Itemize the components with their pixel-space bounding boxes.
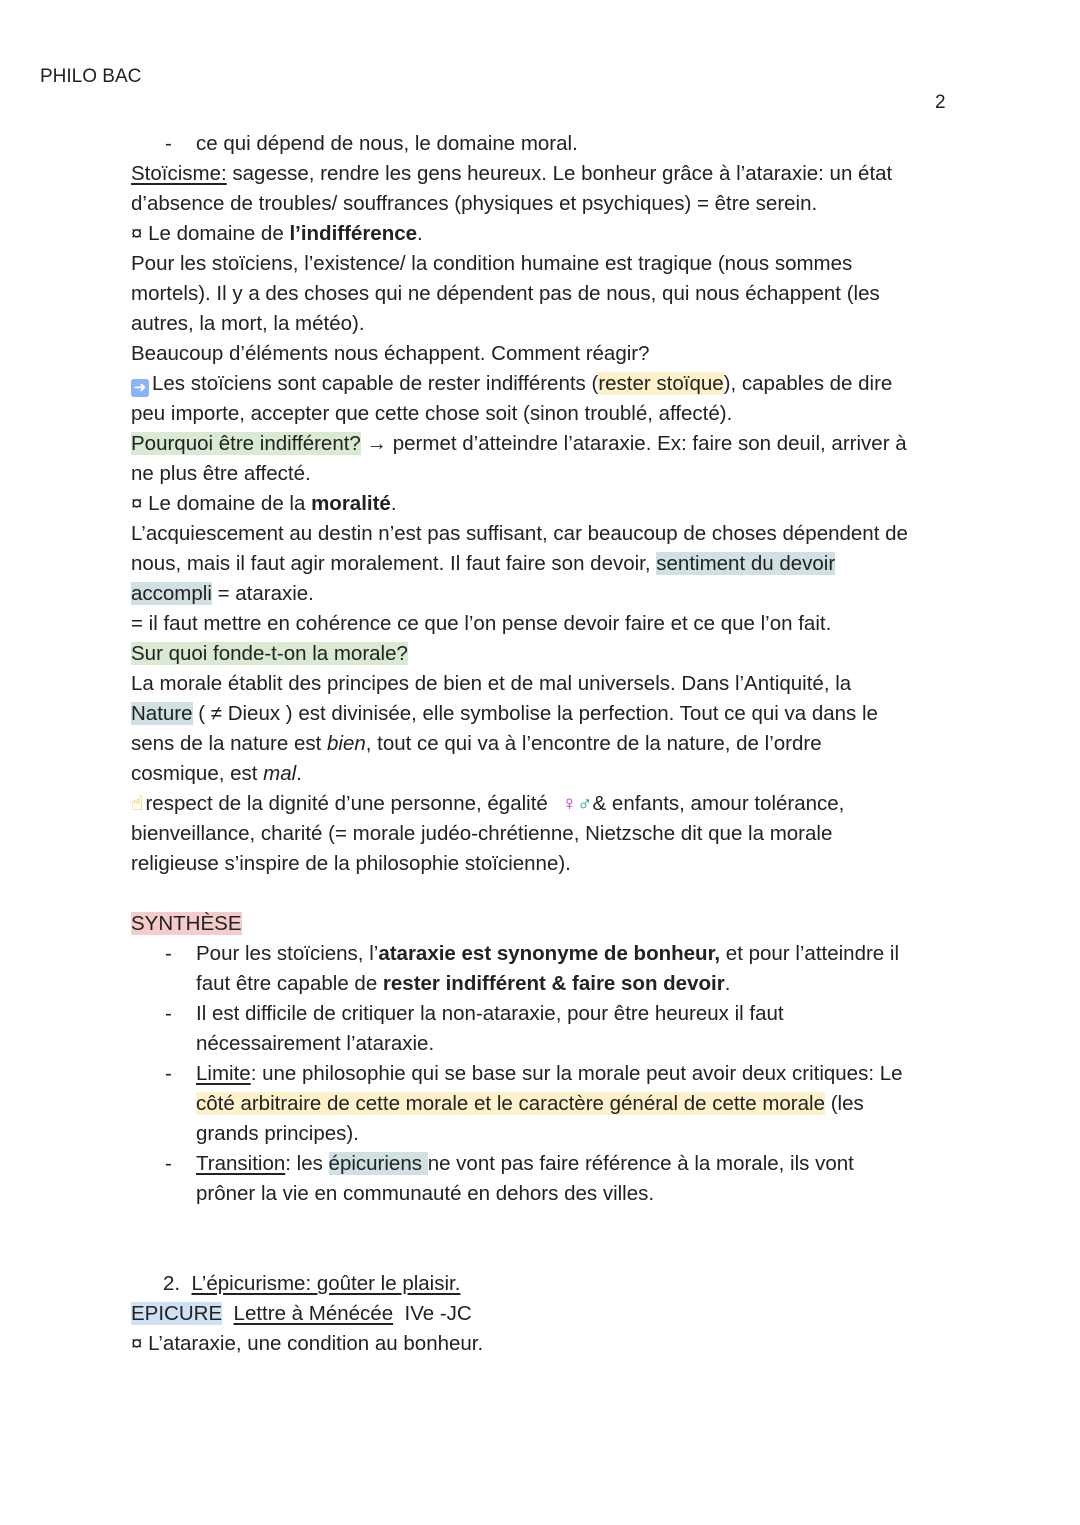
text-line: mortels). Il y a des choses qui ne dépendent pas de nous, qui nous échappent (les — [131, 282, 880, 305]
text-line: Nature ( ≠ Dieux ) est divinisée, elle symbolise la perfection. Tout ce qui va dans le — [131, 702, 878, 725]
text-line: accompli = ataraxie. — [131, 582, 314, 605]
author-line: EPICURE Lettre à Ménécée IVe -JC — [131, 1302, 472, 1325]
synthese-bullet: - Transition: les épicuriens ne vont pas faire référence à la morale, ils vont — [165, 1152, 854, 1175]
text-line: sens de la nature est bien, tout ce qui va à l’encontre de la nature, de l’ordre — [131, 732, 822, 755]
stoicisme-definition: Stoïcisme: sagesse, rendre les gens heureux. Le bonheur grâce à l’ataraxie: un état — [131, 162, 893, 185]
document-body — [131, 129, 961, 1359]
subheading-ataraxie: ¤ L’ataraxie, une condition au bonheur. — [131, 1332, 484, 1355]
bullet-line: - ce qui dépend de nous, le domaine moral. — [131, 129, 961, 159]
page-number: 2 — [935, 92, 946, 113]
text-line: La morale établit des principes de bien et de mal universels. Dans l’Antiquité, la — [131, 672, 852, 695]
synthese-bullet: - Il est difficile de critiquer la non-ataraxie, pour être heureux il faut — [165, 1002, 784, 1025]
text-line: L’acquiescement au destin n’est pas suffisant, car beaucoup de choses dépendent de — [131, 522, 908, 545]
text-line: cosmique, est mal. — [131, 762, 302, 785]
question-line: Sur quoi fonde-t-on la morale? — [131, 642, 408, 665]
text-line: ne plus être affecté. — [131, 462, 311, 485]
mars-icon: ♂ — [577, 792, 593, 815]
text-line: autres, la mort, la météo). — [131, 312, 365, 335]
synthese-bullet-cont: côté arbitraire de cette morale et le caractère général de cette morale (les — [196, 1092, 864, 1115]
text-line: Beaucoup d’éléments nous échappent. Comment réagir? — [131, 342, 650, 365]
synthese-bullet-cont: grands principes). — [196, 1122, 359, 1145]
text-line: religieuse s’inspire de la philosophie stoïcienne). — [131, 852, 571, 875]
synthese-title: SYNTHÈSE — [131, 912, 242, 935]
synthese-bullet-cont: nécessairement l’ataraxie. — [196, 1032, 435, 1055]
subheading-indifference: ¤ Le domaine de l’indifférence. — [131, 222, 423, 245]
text-line: bienveillance, charité (= morale judéo-chrétienne, Nietzsche dit que la morale — [131, 822, 833, 845]
arrow-right-icon: ➜ — [131, 379, 149, 397]
synthese-bullet-cont: prôner la vie en communauté en dehors des villes. — [196, 1182, 655, 1205]
synthese-bullet-cont: faut être capable de rester indifférent & faire son devoir. — [196, 972, 731, 995]
synthese-bullet: - Limite: une philosophie qui se base sur la morale peut avoir deux critiques: Le — [165, 1062, 903, 1085]
text-line: = il faut mettre en cohérence ce que l’on pense devoir faire et ce que l’on fait. — [131, 612, 832, 635]
dash: - — [165, 132, 172, 155]
question-line: Pourquoi être indifférent? → permet d’atteindre l’ataraxie. Ex: faire son deuil, arriver à — [131, 432, 907, 455]
subheading-moralite: ¤ Le domaine de la moralité. — [131, 492, 397, 515]
document-header: PHILO BAC — [40, 66, 142, 87]
venus-icon: ♀ — [561, 792, 578, 815]
section-heading: 2. L’épicurisme: goûter le plaisir. — [163, 1272, 461, 1295]
text-line: peu importe, accepter que cette chose soit (sinon troublé, affecté). — [131, 402, 733, 425]
text-line: ➜ Les stoïciens sont capable de rester indifférents (rester stoïque), capables de dire — [131, 369, 961, 399]
text-line: ☝respect de la dignité d’une personne, égalité ♀♂& enfants, amour tolérance, — [131, 792, 845, 815]
synthese-bullet: - Pour les stoïciens, l’ataraxie est synonyme de bonheur, et pour l’atteindre il — [165, 942, 900, 965]
text-line: d’absence de troubles/ souffrances (physiques et psychiques) = être serein. — [131, 192, 818, 215]
text-line: Pour les stoïciens, l’existence/ la condition humaine est tragique (nous sommes — [131, 252, 853, 275]
pointing-hand-icon: ☝ — [131, 792, 144, 815]
text-line: nous, mais il faut agir moralement. Il faut faire son devoir, sentiment du devoir — [131, 552, 836, 575]
